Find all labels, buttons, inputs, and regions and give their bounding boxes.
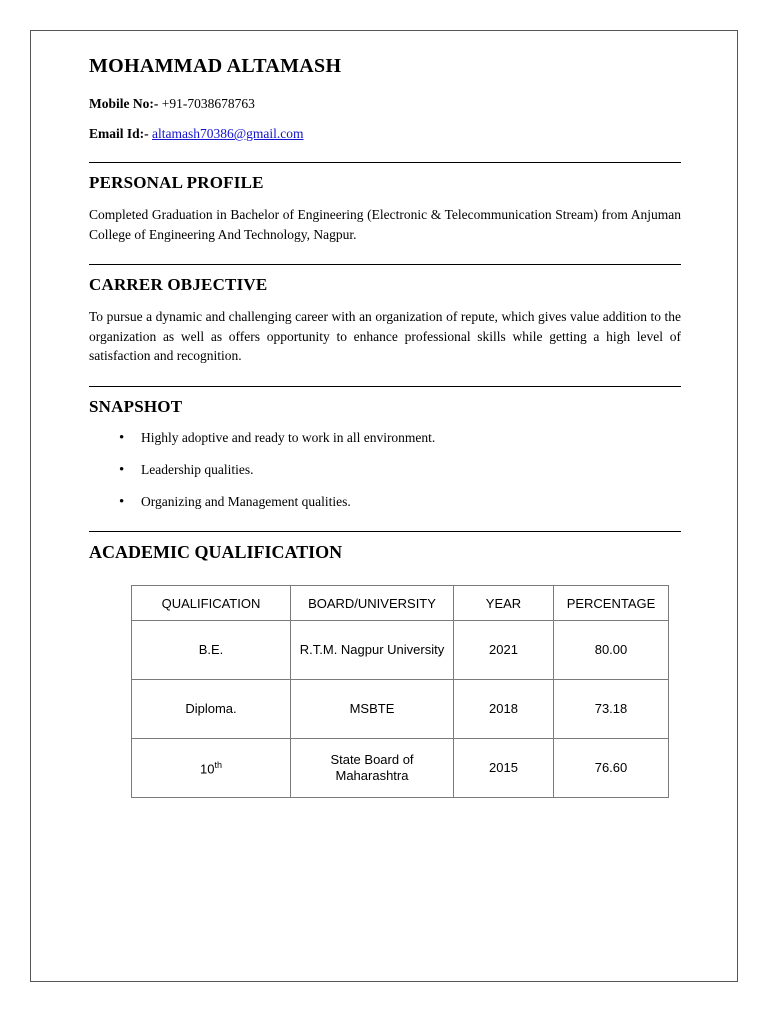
mobile-value: +91-7038678763 — [158, 96, 255, 111]
mobile-label: Mobile No:- — [89, 96, 159, 111]
divider-above-academic-qualification — [89, 531, 681, 532]
cell-board: R.T.M. Nagpur University — [291, 621, 454, 680]
table-row — [132, 680, 669, 739]
career-objective-body: To pursue a dynamic and challenging career with an organization of repute, which gives value addition to the organization as well as offers opportunity to enhance professional skills while getting a high level of satisfaction and recognition. — [89, 309, 681, 364]
cell-qualification-text: 10 — [200, 761, 215, 777]
candidate-name: MOHAMMAD ALTAMASH — [89, 55, 342, 77]
email-line — [89, 126, 681, 142]
cell-qualification: Diploma. — [132, 680, 291, 739]
column-header-board: BOARD/UNIVERSITY — [291, 586, 454, 621]
divider-above-career-objective — [89, 264, 681, 265]
cell-qualification: B.E. — [132, 621, 291, 680]
cell-qualification-suffix: th — [214, 759, 222, 770]
cell-year: 2021 — [454, 621, 554, 680]
list-item: • Organizing and Management qualities. — [141, 493, 681, 512]
divider-above-personal-profile — [89, 162, 681, 163]
list-item: • Highly adoptive and ready to work in all environment. — [141, 429, 681, 448]
list-item: • Leadership qualities. — [141, 461, 681, 480]
cell-percentage: 76.60 — [554, 739, 669, 798]
column-header-year: YEAR — [454, 586, 554, 621]
section-title-academic-qualification: ACADEMIC QUALIFICATION — [89, 542, 343, 563]
cell-percentage: 80.00 — [554, 621, 669, 680]
table-row — [132, 739, 669, 798]
cell-board: MSBTE — [291, 680, 454, 739]
cell-year: 2018 — [454, 680, 554, 739]
snapshot-list — [89, 429, 681, 512]
email-label: Email Id:- — [89, 126, 149, 141]
mobile-line — [89, 96, 681, 112]
document-content — [89, 55, 681, 798]
divider-above-snapshot — [89, 386, 681, 387]
cell-board: State Board of Maharashtra — [291, 739, 454, 798]
document-page — [30, 30, 738, 982]
table-row — [132, 621, 669, 680]
section-title-career-objective: CARRER OBJECTIVE — [89, 275, 268, 295]
cell-qualification — [132, 739, 291, 798]
cell-year: 2015 — [454, 739, 554, 798]
section-title-snapshot: SNAPSHOT — [89, 396, 183, 416]
column-header-percentage: PERCENTAGE — [554, 586, 669, 621]
academic-qualification-table — [131, 585, 669, 798]
table-header-row — [132, 586, 669, 621]
personal-profile-body: Completed Graduation in Bachelor of Engineering (Electronic & Telecommunication Stream) from Anjuman College of Engineering And Technology, Nagpur. — [89, 207, 681, 242]
column-header-qualification: QUALIFICATION — [132, 586, 291, 621]
section-title-personal-profile: PERSONAL PROFILE — [89, 173, 264, 192]
cell-percentage: 73.18 — [554, 680, 669, 739]
email-link[interactable]: altamash70386@gmail.com — [152, 126, 304, 141]
